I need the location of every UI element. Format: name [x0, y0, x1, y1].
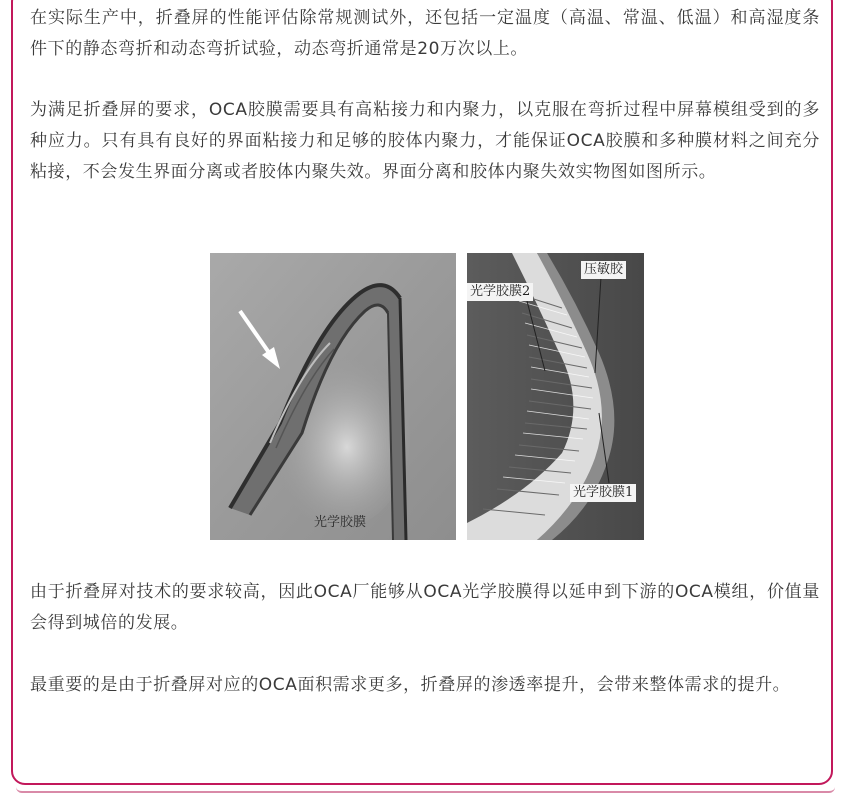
frame-bottom-edge [16, 787, 835, 793]
label-oca-film-2: 光学胶膜2 [467, 283, 533, 301]
paragraph-value-chain: 由于折叠屏对技术的要求较高，因此OCA厂能够从OCA光学胶膜得以延申到下游的OCA模组，价值量会得到城倍的发展。 [30, 582, 820, 633]
label-oca-film-1: 光学胶膜1 [570, 484, 636, 502]
failure-figure [210, 253, 644, 540]
paragraph-demand: 最重要的是由于折叠屏对应的OCA面积需求更多，折叠屏的渗透率提升，会带来整体需求的提升。 [30, 675, 791, 695]
label-psa: 压敏胶 [581, 261, 626, 279]
paragraph-oca-requirements: 为满足折叠屏的要求，OCA胶膜需要具有高粘接力和内聚力，以克服在弯折过程中屏幕模组受到的多种应力。只有具有良好的界面粘接力和足够的胶体内聚力，才能保证OCA胶膜和多种膜材料之间充分粘接，不会发生界面分离或者胶体内聚失效。界面分离和胶体内聚失效实物图如图所示。 [30, 100, 820, 182]
interface-separation-image [210, 253, 456, 540]
label-oca-film: 光学胶膜 [314, 515, 367, 530]
cohesive-failure-photo [467, 253, 644, 540]
interface-separation-photo [210, 253, 456, 540]
paragraph-test-conditions: 在实际生产中，折叠屏的性能评估除常规测试外，还包括一定温度（高温、常温、低温）和高湿度条件下的静态弯折和动态弯折试验，动态弯折通常是20万次以上。 [30, 8, 820, 59]
